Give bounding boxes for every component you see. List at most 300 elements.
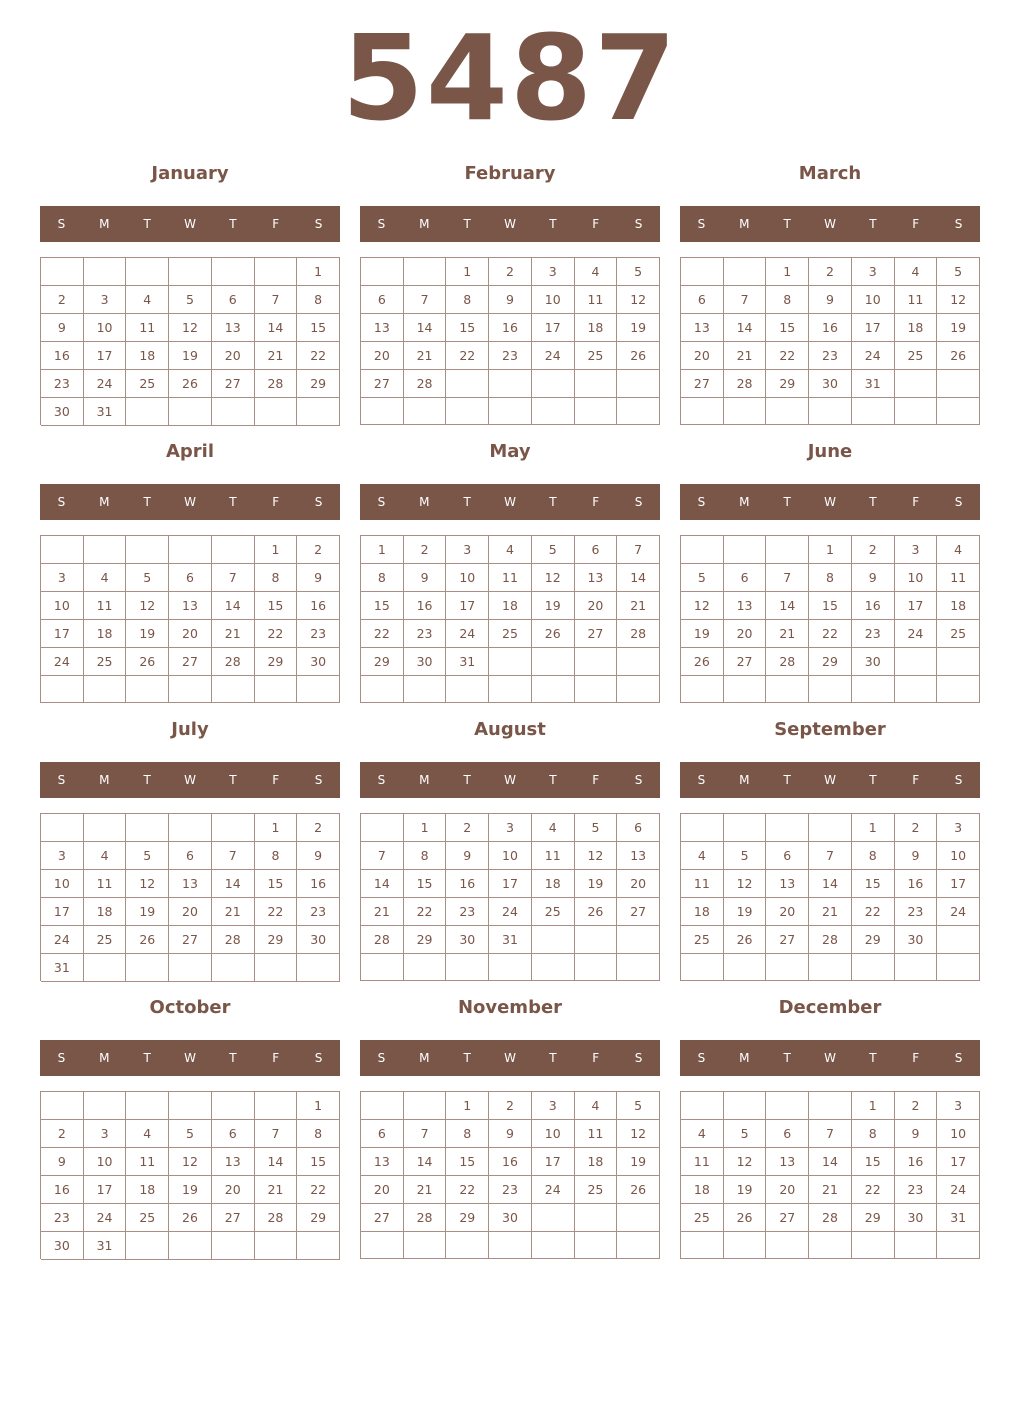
day-cell: 23 (852, 620, 895, 648)
weekday-label: W (824, 495, 836, 509)
day-cell: 20 (212, 1176, 255, 1204)
day-cell: 2 (809, 258, 852, 286)
day-cell: 17 (895, 592, 938, 620)
weekday-header (680, 762, 980, 798)
weekday-label: M (99, 1051, 110, 1065)
day-cell: 15 (297, 1148, 340, 1176)
day-cell: 4 (489, 536, 532, 564)
empty-day-cell (575, 648, 618, 676)
empty-day-cell (84, 676, 127, 703)
day-cell: 26 (937, 342, 980, 370)
day-cell: 19 (937, 314, 980, 342)
empty-day-cell (361, 954, 404, 981)
day-grid (40, 1091, 340, 1259)
calendar-year-title: 5487 (341, 9, 679, 147)
day-cell: 8 (446, 286, 489, 314)
day-cell: 27 (724, 648, 767, 676)
day-cell: 28 (404, 370, 447, 398)
empty-day-cell (446, 398, 489, 425)
day-cell: 15 (446, 314, 489, 342)
day-cell: 30 (446, 926, 489, 954)
empty-day-cell (724, 398, 767, 425)
day-cell: 25 (126, 370, 169, 398)
day-cell: 7 (766, 564, 809, 592)
empty-day-cell (126, 258, 169, 286)
day-cell: 9 (852, 564, 895, 592)
day-cell: 12 (617, 1120, 660, 1148)
weekday-label: W (504, 773, 516, 787)
day-cell: 25 (532, 898, 575, 926)
empty-day-cell (681, 258, 724, 286)
day-cell: 15 (255, 870, 298, 898)
empty-day-cell (212, 1232, 255, 1260)
day-cell: 14 (404, 1148, 447, 1176)
empty-day-cell (575, 926, 618, 954)
weekday-label: T (549, 773, 557, 787)
empty-day-cell (617, 1204, 660, 1232)
day-cell: 8 (852, 1120, 895, 1148)
day-cell: 1 (852, 1092, 895, 1120)
empty-day-cell (937, 370, 980, 398)
day-cell: 30 (41, 398, 84, 426)
day-cell: 24 (532, 1176, 575, 1204)
empty-day-cell (852, 1232, 895, 1259)
day-cell: 27 (617, 898, 660, 926)
day-cell: 23 (895, 1176, 938, 1204)
day-cell: 31 (84, 1232, 127, 1260)
weekday-label: S (314, 217, 323, 231)
day-cell: 7 (809, 1120, 852, 1148)
day-cell: 14 (255, 314, 298, 342)
day-cell: 29 (297, 370, 340, 398)
day-cell: 20 (575, 592, 618, 620)
weekday-label: W (184, 217, 196, 231)
day-cell: 13 (766, 1148, 809, 1176)
weekday-header (360, 762, 660, 798)
day-grid (680, 1091, 980, 1259)
day-cell: 17 (489, 870, 532, 898)
weekday-label: W (184, 1051, 196, 1065)
day-cell: 23 (297, 620, 340, 648)
empty-day-cell (532, 926, 575, 954)
day-cell: 3 (532, 258, 575, 286)
day-cell: 18 (681, 898, 724, 926)
empty-day-cell (297, 1232, 340, 1260)
day-cell: 10 (937, 1120, 980, 1148)
empty-day-cell (895, 370, 938, 398)
day-cell: 10 (84, 314, 127, 342)
day-cell: 29 (809, 648, 852, 676)
day-cell: 6 (212, 1120, 255, 1148)
empty-day-cell (937, 926, 980, 954)
day-cell: 8 (297, 286, 340, 314)
day-cell: 2 (895, 1092, 938, 1120)
weekday-label: M (739, 217, 750, 231)
day-cell: 16 (404, 592, 447, 620)
day-cell: 25 (84, 926, 127, 954)
weekday-label: S (634, 217, 643, 231)
day-grid (360, 1091, 660, 1259)
day-cell: 24 (41, 648, 84, 676)
day-grid (360, 257, 660, 425)
weekday-label: M (419, 1051, 430, 1065)
day-cell: 20 (766, 1176, 809, 1204)
weekday-label: T (549, 495, 557, 509)
day-cell: 4 (84, 842, 127, 870)
day-cell: 11 (126, 314, 169, 342)
weekday-label: S (697, 495, 706, 509)
day-cell: 26 (681, 648, 724, 676)
day-cell: 21 (809, 898, 852, 926)
day-cell: 19 (724, 1176, 767, 1204)
day-cell: 2 (297, 536, 340, 564)
day-cell: 16 (895, 870, 938, 898)
empty-day-cell (809, 954, 852, 981)
empty-day-cell (255, 398, 298, 426)
empty-day-cell (41, 1092, 84, 1120)
month-name: February (464, 163, 556, 184)
empty-day-cell (361, 1092, 404, 1120)
month-name: June (807, 441, 853, 462)
empty-day-cell (489, 648, 532, 676)
day-cell: 9 (446, 842, 489, 870)
empty-day-cell (852, 676, 895, 703)
day-cell: 21 (724, 342, 767, 370)
day-cell: 30 (297, 648, 340, 676)
day-cell: 6 (169, 842, 212, 870)
weekday-label: F (912, 1051, 920, 1065)
day-cell: 24 (446, 620, 489, 648)
day-cell: 1 (297, 1092, 340, 1120)
day-cell: 23 (895, 898, 938, 926)
empty-day-cell (681, 954, 724, 981)
weekday-label: M (419, 217, 430, 231)
day-cell: 5 (575, 814, 618, 842)
empty-day-cell (169, 954, 212, 982)
day-cell: 6 (212, 286, 255, 314)
day-cell: 18 (575, 1148, 618, 1176)
day-cell: 6 (724, 564, 767, 592)
day-cell: 5 (617, 1092, 660, 1120)
day-cell: 11 (937, 564, 980, 592)
day-cell: 27 (766, 926, 809, 954)
day-cell: 6 (617, 814, 660, 842)
day-cell: 24 (84, 1204, 127, 1232)
day-cell: 30 (852, 648, 895, 676)
day-cell: 7 (255, 1120, 298, 1148)
weekday-label: S (634, 773, 643, 787)
empty-day-cell (681, 814, 724, 842)
day-cell: 11 (126, 1148, 169, 1176)
weekday-label: S (377, 217, 386, 231)
day-cell: 18 (937, 592, 980, 620)
weekday-label: W (824, 1051, 836, 1065)
day-grid (40, 813, 340, 981)
day-cell: 25 (937, 620, 980, 648)
weekday-label: S (954, 773, 963, 787)
empty-day-cell (724, 536, 767, 564)
day-cell: 22 (852, 1176, 895, 1204)
day-cell: 5 (617, 258, 660, 286)
weekday-label: S (954, 1051, 963, 1065)
day-cell: 12 (169, 1148, 212, 1176)
day-cell: 31 (937, 1204, 980, 1232)
day-cell: 16 (297, 870, 340, 898)
day-cell: 20 (169, 898, 212, 926)
weekday-label: S (634, 1051, 643, 1065)
day-cell: 29 (852, 1204, 895, 1232)
day-cell: 23 (41, 370, 84, 398)
weekday-label: T (143, 773, 151, 787)
empty-day-cell (809, 1092, 852, 1120)
month-name: October (149, 997, 231, 1018)
empty-day-cell (446, 954, 489, 981)
day-cell: 13 (169, 592, 212, 620)
empty-day-cell (724, 676, 767, 703)
empty-day-cell (212, 258, 255, 286)
empty-day-cell (766, 1092, 809, 1120)
day-cell: 14 (617, 564, 660, 592)
empty-day-cell (126, 1092, 169, 1120)
weekday-label: S (377, 773, 386, 787)
empty-day-cell (575, 1204, 618, 1232)
day-cell: 21 (404, 1176, 447, 1204)
empty-day-cell (724, 258, 767, 286)
day-cell: 14 (724, 314, 767, 342)
day-cell: 21 (255, 1176, 298, 1204)
day-cell: 29 (852, 926, 895, 954)
day-cell: 19 (126, 898, 169, 926)
day-cell: 16 (852, 592, 895, 620)
day-cell: 12 (681, 592, 724, 620)
weekday-header (680, 206, 980, 242)
empty-day-cell (895, 648, 938, 676)
day-cell: 11 (681, 1148, 724, 1176)
day-cell: 11 (575, 1120, 618, 1148)
weekday-label: S (954, 495, 963, 509)
empty-day-cell (212, 536, 255, 564)
empty-day-cell (532, 954, 575, 981)
day-cell: 10 (41, 870, 84, 898)
day-cell: 11 (489, 564, 532, 592)
day-cell: 3 (895, 536, 938, 564)
day-cell: 6 (169, 564, 212, 592)
day-cell: 22 (852, 898, 895, 926)
day-cell: 16 (41, 1176, 84, 1204)
day-cell: 14 (361, 870, 404, 898)
day-cell: 21 (212, 898, 255, 926)
weekday-label: S (57, 217, 66, 231)
day-cell: 30 (809, 370, 852, 398)
day-cell: 9 (809, 286, 852, 314)
empty-day-cell (212, 676, 255, 703)
empty-day-cell (169, 676, 212, 703)
day-cell: 2 (489, 258, 532, 286)
weekday-label: T (869, 1051, 877, 1065)
day-cell: 14 (212, 870, 255, 898)
empty-day-cell (446, 370, 489, 398)
empty-day-cell (617, 954, 660, 981)
day-cell: 4 (575, 258, 618, 286)
empty-day-cell (361, 1232, 404, 1259)
weekday-label: S (697, 1051, 706, 1065)
day-cell: 30 (404, 648, 447, 676)
day-cell: 5 (937, 258, 980, 286)
day-cell: 23 (41, 1204, 84, 1232)
day-cell: 3 (937, 1092, 980, 1120)
day-cell: 15 (297, 314, 340, 342)
day-cell: 21 (404, 342, 447, 370)
day-cell: 8 (852, 842, 895, 870)
day-cell: 24 (852, 342, 895, 370)
empty-day-cell (84, 954, 127, 982)
day-cell: 28 (617, 620, 660, 648)
day-cell: 5 (169, 286, 212, 314)
empty-day-cell (575, 1232, 618, 1259)
weekday-label: F (272, 1051, 280, 1065)
day-cell: 22 (446, 1176, 489, 1204)
empty-day-cell (404, 258, 447, 286)
day-cell: 29 (255, 648, 298, 676)
day-cell: 17 (84, 342, 127, 370)
day-cell: 26 (126, 648, 169, 676)
day-cell: 14 (809, 870, 852, 898)
day-cell: 20 (169, 620, 212, 648)
weekday-header (680, 1040, 980, 1076)
empty-day-cell (169, 1232, 212, 1260)
day-cell: 25 (126, 1204, 169, 1232)
empty-day-cell (809, 814, 852, 842)
day-cell: 29 (297, 1204, 340, 1232)
day-cell: 19 (724, 898, 767, 926)
empty-day-cell (766, 1232, 809, 1259)
day-cell: 25 (84, 648, 127, 676)
day-cell: 4 (895, 258, 938, 286)
day-cell: 25 (575, 342, 618, 370)
day-cell: 6 (575, 536, 618, 564)
day-cell: 15 (852, 870, 895, 898)
weekday-header (40, 1040, 340, 1076)
empty-day-cell (617, 676, 660, 703)
day-cell: 29 (446, 1204, 489, 1232)
day-cell: 18 (681, 1176, 724, 1204)
empty-day-cell (446, 676, 489, 703)
day-cell: 9 (489, 286, 532, 314)
day-cell: 5 (532, 536, 575, 564)
day-cell: 29 (404, 926, 447, 954)
day-cell: 7 (617, 536, 660, 564)
day-cell: 1 (852, 814, 895, 842)
day-cell: 23 (297, 898, 340, 926)
weekday-label: S (314, 495, 323, 509)
day-cell: 8 (361, 564, 404, 592)
day-cell: 4 (126, 286, 169, 314)
day-cell: 7 (809, 842, 852, 870)
day-cell: 22 (446, 342, 489, 370)
day-cell: 9 (895, 842, 938, 870)
empty-day-cell (617, 1232, 660, 1259)
weekday-label: T (463, 773, 471, 787)
day-cell: 10 (895, 564, 938, 592)
empty-day-cell (681, 676, 724, 703)
day-cell: 12 (575, 842, 618, 870)
weekday-label: F (272, 495, 280, 509)
day-cell: 3 (532, 1092, 575, 1120)
day-cell: 25 (681, 926, 724, 954)
empty-day-cell (404, 1092, 447, 1120)
empty-day-cell (404, 398, 447, 425)
day-cell: 23 (809, 342, 852, 370)
weekday-label: T (783, 773, 791, 787)
day-cell: 16 (297, 592, 340, 620)
empty-day-cell (489, 398, 532, 425)
empty-day-cell (852, 954, 895, 981)
day-cell: 8 (766, 286, 809, 314)
day-cell: 5 (126, 842, 169, 870)
empty-day-cell (41, 258, 84, 286)
day-cell: 19 (617, 1148, 660, 1176)
day-cell: 2 (404, 536, 447, 564)
empty-day-cell (255, 954, 298, 982)
empty-day-cell (766, 954, 809, 981)
empty-day-cell (169, 258, 212, 286)
empty-day-cell (404, 954, 447, 981)
weekday-label: W (504, 1051, 516, 1065)
empty-day-cell (937, 954, 980, 981)
day-cell: 3 (41, 564, 84, 592)
empty-day-cell (84, 1092, 127, 1120)
empty-day-cell (532, 398, 575, 425)
weekday-label: T (463, 217, 471, 231)
day-cell: 22 (255, 898, 298, 926)
day-cell: 30 (297, 926, 340, 954)
weekday-label: W (824, 217, 836, 231)
empty-day-cell (809, 1232, 852, 1259)
month-name: November (457, 997, 563, 1018)
empty-day-cell (212, 814, 255, 842)
day-cell: 8 (297, 1120, 340, 1148)
day-cell: 20 (617, 870, 660, 898)
day-cell: 7 (361, 842, 404, 870)
empty-day-cell (489, 1232, 532, 1259)
empty-day-cell (809, 676, 852, 703)
day-cell: 1 (297, 258, 340, 286)
weekday-label: F (592, 495, 600, 509)
weekday-label: M (739, 773, 750, 787)
day-cell: 18 (489, 592, 532, 620)
day-cell: 19 (532, 592, 575, 620)
day-cell: 6 (361, 286, 404, 314)
day-cell: 17 (84, 1176, 127, 1204)
day-cell: 5 (724, 842, 767, 870)
day-cell: 30 (895, 1204, 938, 1232)
empty-day-cell (575, 676, 618, 703)
day-cell: 28 (809, 926, 852, 954)
day-cell: 19 (169, 1176, 212, 1204)
weekday-label: S (314, 773, 323, 787)
day-cell: 27 (575, 620, 618, 648)
day-grid (360, 535, 660, 703)
day-cell: 2 (297, 814, 340, 842)
month-name: September (774, 719, 886, 740)
day-cell: 27 (212, 1204, 255, 1232)
day-cell: 1 (361, 536, 404, 564)
month-name: January (151, 163, 229, 184)
empty-day-cell (895, 676, 938, 703)
day-cell: 25 (489, 620, 532, 648)
day-cell: 31 (84, 398, 127, 426)
weekday-label: M (739, 1051, 750, 1065)
